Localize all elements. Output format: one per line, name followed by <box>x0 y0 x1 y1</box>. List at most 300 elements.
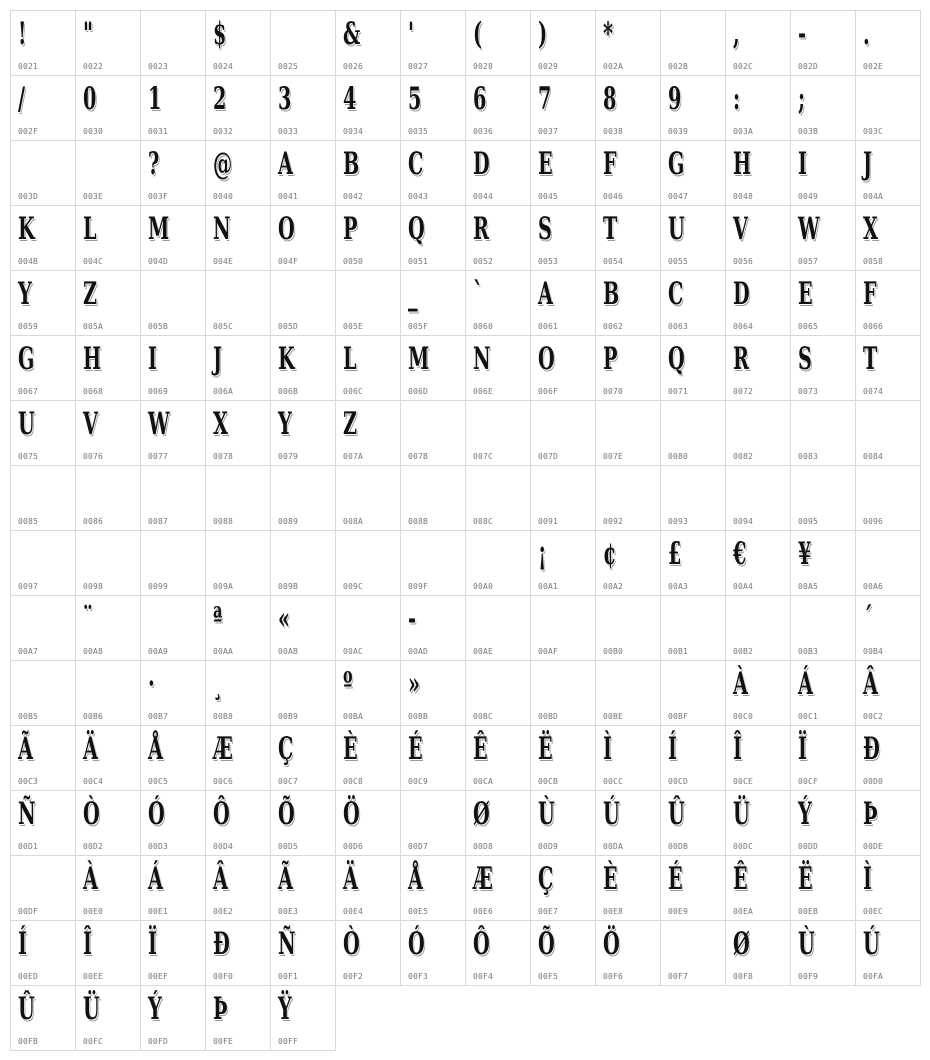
glyph-sample: 2 <box>213 81 227 117</box>
glyph-sample: Ð <box>213 926 230 962</box>
glyph-sample: ¢ <box>603 536 617 572</box>
glyph-code-label: 0035 <box>408 127 429 136</box>
glyph-code-label: 00B1 <box>668 647 689 656</box>
glyph-sample: @ <box>213 146 233 182</box>
glyph-cell <box>10 205 76 271</box>
glyph-code-label: 0042 <box>343 192 364 201</box>
glyph-cell <box>205 400 271 466</box>
glyph-sample: Ë <box>798 861 813 897</box>
glyph-cell <box>725 660 791 726</box>
glyph-cell <box>270 920 336 986</box>
glyph-cell <box>660 790 726 856</box>
glyph-code-label: 007C <box>473 452 494 461</box>
glyph-cell <box>595 465 661 531</box>
glyph-code-label: 00C9 <box>408 777 429 786</box>
glyph-cell <box>855 10 921 76</box>
glyph-code-label: 0098 <box>83 582 104 591</box>
glyph-cell <box>75 270 141 336</box>
glyph-code-label: 0084 <box>863 452 884 461</box>
glyph-cell <box>270 595 336 661</box>
glyph-sample: Ü <box>83 991 100 1027</box>
glyph-cell <box>270 10 336 76</box>
glyph-sample: N <box>473 341 491 377</box>
glyph-code-label: 004B <box>18 257 39 266</box>
glyph-code-label: 0037 <box>538 127 559 136</box>
glyph-code-label: 00B8 <box>213 712 234 721</box>
glyph-cell <box>140 985 206 1051</box>
glyph-code-label: 0067 <box>18 387 39 396</box>
glyph-cell <box>400 465 466 531</box>
glyph-cell <box>205 920 271 986</box>
glyph-cell <box>75 985 141 1051</box>
glyph-cell <box>75 790 141 856</box>
glyph-sample: ) <box>538 16 548 52</box>
glyph-code-label: 00FC <box>83 1037 104 1046</box>
glyph-code-label: 0022 <box>83 62 104 71</box>
glyph-cell <box>790 920 856 986</box>
glyph-code-label: 004D <box>148 257 169 266</box>
glyph-code-label: 00CE <box>733 777 754 786</box>
glyph-code-label: 0057 <box>798 257 819 266</box>
glyph-sample: Ö <box>603 926 620 962</box>
glyph-cell <box>790 400 856 466</box>
glyph-cell <box>400 855 466 921</box>
glyph-sample: F <box>603 146 617 182</box>
glyph-code-label: 0051 <box>408 257 429 266</box>
glyph-cell <box>205 335 271 401</box>
glyph-cell <box>10 75 76 141</box>
glyph-code-label: 0088 <box>213 517 234 526</box>
glyph-cell <box>530 660 596 726</box>
glyph-code-label: 00B9 <box>278 712 299 721</box>
glyph-sample: Ç <box>538 861 554 897</box>
glyph-sample: Õ <box>538 926 555 962</box>
glyph-cell <box>10 270 76 336</box>
glyph-cell <box>725 75 791 141</box>
glyph-code-label: 0048 <box>733 192 754 201</box>
glyph-cell <box>725 205 791 271</box>
glyph-cell <box>790 75 856 141</box>
glyph-code-label: 00E9 <box>668 907 689 916</box>
glyph-sample: Ò <box>343 926 360 962</box>
glyph-cell <box>10 140 76 206</box>
glyph-code-label: 0096 <box>863 517 884 526</box>
glyph-sample: I <box>798 146 807 182</box>
glyph-code-label: 0059 <box>18 322 39 331</box>
glyph-code-label: 00DF <box>18 907 39 916</box>
glyph-code-label: 002D <box>798 62 819 71</box>
glyph-code-label: 003B <box>798 127 819 136</box>
glyph-cell <box>400 790 466 856</box>
glyph-code-label: 006E <box>473 387 494 396</box>
glyph-code-label: 0027 <box>408 62 429 71</box>
glyph-cell <box>465 920 531 986</box>
glyph-cell <box>530 10 596 76</box>
glyph-cell <box>400 10 466 76</box>
glyph-cell <box>400 140 466 206</box>
glyph-sample: J <box>863 146 873 182</box>
glyph-cell <box>270 400 336 466</box>
glyph-sample: B <box>343 146 360 182</box>
glyph-code-label: 00FF <box>278 1037 299 1046</box>
glyph-sample: Ã <box>278 861 293 897</box>
glyph-cell <box>75 335 141 401</box>
glyph-cell <box>335 530 401 596</box>
glyph-code-label: 00C0 <box>733 712 754 721</box>
glyph-sample: U <box>668 211 685 247</box>
glyph-cell <box>140 400 206 466</box>
glyph-code-label: 0074 <box>863 387 884 396</box>
glyph-code-label: 0050 <box>343 257 364 266</box>
glyph-cell <box>335 400 401 466</box>
glyph-cell <box>660 465 726 531</box>
glyph-code-label: 00BE <box>603 712 624 721</box>
glyph-code-label: 009B <box>278 582 299 591</box>
glyph-code-label: 0069 <box>148 387 169 396</box>
glyph-sample: ; <box>798 81 806 117</box>
glyph-cell <box>855 205 921 271</box>
glyph-cell <box>530 465 596 531</box>
glyph-cell <box>530 790 596 856</box>
glyph-code-label: 00D1 <box>18 842 39 851</box>
glyph-code-label: 0046 <box>603 192 624 201</box>
glyph-cell <box>725 855 791 921</box>
glyph-cell <box>205 790 271 856</box>
glyph-code-label: 005D <box>278 322 299 331</box>
glyph-cell <box>855 725 921 791</box>
glyph-cell <box>725 270 791 336</box>
glyph-cell <box>205 270 271 336</box>
glyph-sample: Å <box>148 731 163 767</box>
glyph-cell <box>465 10 531 76</box>
glyph-code-label: 00A8 <box>83 647 104 656</box>
glyph-cell <box>75 205 141 271</box>
glyph-cell <box>595 400 661 466</box>
glyph-cell <box>10 335 76 401</box>
glyph-code-label: 00E2 <box>213 907 234 916</box>
glyph-code-label: 00D5 <box>278 842 299 851</box>
glyph-code-label: 0083 <box>798 452 819 461</box>
glyph-cell <box>140 530 206 596</box>
glyph-sample: L <box>83 211 97 247</box>
glyph-cell <box>465 335 531 401</box>
glyph-code-label: 00BA <box>343 712 364 721</box>
glyph-cell <box>400 400 466 466</box>
glyph-sample: Ó <box>148 796 165 832</box>
glyph-cell <box>595 335 661 401</box>
glyph-cell <box>465 725 531 791</box>
glyph-cell <box>660 140 726 206</box>
glyph-code-label: 0055 <box>668 257 689 266</box>
glyph-sample: X <box>863 211 878 247</box>
glyph-sample: : <box>733 81 741 117</box>
glyph-sample: R <box>473 211 489 247</box>
glyph-cell <box>75 400 141 466</box>
glyph-code-label: 002F <box>18 127 39 136</box>
glyph-code-label: 004E <box>213 257 234 266</box>
glyph-cell <box>725 920 791 986</box>
glyph-code-label: 00AD <box>408 647 429 656</box>
glyph-code-label: 0097 <box>18 582 39 591</box>
glyph-code-label: 00C2 <box>863 712 884 721</box>
glyph-code-label: 00A9 <box>148 647 169 656</box>
glyph-cell <box>855 530 921 596</box>
glyph-sample: S <box>538 211 552 247</box>
glyph-sample: Ñ <box>18 796 36 832</box>
glyph-code-label: 002C <box>733 62 754 71</box>
glyph-code-label: 0058 <box>863 257 884 266</box>
glyph-code-label: 007E <box>603 452 624 461</box>
glyph-sample: Ô <box>473 926 490 962</box>
glyph-code-label: 007B <box>408 452 429 461</box>
glyph-code-label: 0049 <box>798 192 819 201</box>
glyph-sample: K <box>18 211 35 247</box>
glyph-cell <box>465 75 531 141</box>
glyph-code-label: 00C3 <box>18 777 39 786</box>
glyph-cell <box>205 205 271 271</box>
glyph-sample: P <box>343 211 358 247</box>
glyph-sample: Ï <box>798 731 807 767</box>
glyph-code-label: 0068 <box>83 387 104 396</box>
glyph-code-label: 003F <box>148 192 169 201</box>
glyph-code-label: 00E5 <box>408 907 429 916</box>
glyph-code-label: 00E8 <box>603 907 624 916</box>
glyph-sample: Ý <box>148 991 162 1027</box>
glyph-cell <box>270 530 336 596</box>
glyph-cell <box>75 660 141 726</box>
glyph-cell <box>10 400 76 466</box>
glyph-sample: » <box>408 666 421 702</box>
glyph-code-label: 0041 <box>278 192 299 201</box>
glyph-sample: . <box>863 16 870 52</box>
glyph-sample: Ì <box>863 861 872 897</box>
glyph-cell <box>855 595 921 661</box>
glyph-cell <box>660 400 726 466</box>
glyph-sample: Æ <box>473 861 493 897</box>
glyph-code-label: 00F7 <box>668 972 689 981</box>
glyph-sample: Ð <box>863 731 880 767</box>
glyph-cell <box>400 530 466 596</box>
glyph-code-label: 00A6 <box>863 582 884 591</box>
glyph-code-label: 0038 <box>603 127 624 136</box>
glyph-code-label: 0063 <box>668 322 689 331</box>
glyph-sample: H <box>83 341 102 377</box>
glyph-cell <box>465 660 531 726</box>
glyph-cell <box>595 205 661 271</box>
glyph-code-label: 003E <box>83 192 104 201</box>
glyph-cell <box>855 790 921 856</box>
glyph-sample: Ì <box>603 731 612 767</box>
glyph-code-label: 009A <box>213 582 234 591</box>
glyph-cell <box>660 595 726 661</box>
glyph-cell <box>530 855 596 921</box>
glyph-code-label: 0092 <box>603 517 624 526</box>
glyph-cell <box>855 270 921 336</box>
glyph-sample: , <box>733 16 740 52</box>
glyph-cell <box>400 725 466 791</box>
glyph-cell <box>140 75 206 141</box>
glyph-code-label: 00B5 <box>18 712 39 721</box>
glyph-cell <box>400 205 466 271</box>
glyph-sample: Þ <box>863 796 878 832</box>
glyph-sample: A <box>538 276 553 312</box>
glyph-cell <box>790 335 856 401</box>
glyph-sample: 7 <box>538 81 552 117</box>
glyph-code-label: 00AF <box>538 647 559 656</box>
glyph-code-label: 00FB <box>18 1037 39 1046</box>
glyph-sample: H <box>733 146 752 182</box>
glyph-sample: Ô <box>213 796 230 832</box>
glyph-cell <box>595 790 661 856</box>
glyph-cell <box>725 530 791 596</box>
glyph-sample: ¡ <box>538 536 547 572</box>
glyph-sample: W <box>798 211 820 247</box>
glyph-cell <box>75 465 141 531</box>
glyph-code-label: 0072 <box>733 387 754 396</box>
glyph-code-label: 00CA <box>473 777 494 786</box>
glyph-cell <box>465 595 531 661</box>
glyph-code-label: 0052 <box>473 257 494 266</box>
glyph-code-label: 0029 <box>538 62 559 71</box>
glyph-sample: A <box>278 146 293 182</box>
glyph-code-label: 0033 <box>278 127 299 136</box>
glyph-sample: £ <box>668 536 682 572</box>
glyph-cell <box>335 595 401 661</box>
glyph-code-label: 00EB <box>798 907 819 916</box>
glyph-cell <box>790 660 856 726</box>
glyph-code-label: 0080 <box>668 452 689 461</box>
glyph-code-label: 00B2 <box>733 647 754 656</box>
glyph-cell <box>75 595 141 661</box>
glyph-cell <box>465 530 531 596</box>
glyph-cell <box>75 530 141 596</box>
glyph-sample: Þ <box>213 991 228 1027</box>
glyph-code-label: 00D0 <box>863 777 884 786</box>
glyph-code-label: 008C <box>473 517 494 526</box>
glyph-code-label: 0071 <box>668 387 689 396</box>
glyph-sample: È <box>603 861 618 897</box>
glyph-sample: º <box>343 666 353 702</box>
glyph-cell <box>725 335 791 401</box>
glyph-cell <box>790 465 856 531</box>
glyph-cell <box>205 985 271 1051</box>
glyph-cell <box>10 10 76 76</box>
glyph-sample: N <box>213 211 231 247</box>
glyph-code-label: 00B0 <box>603 647 624 656</box>
glyph-sample: Ø <box>473 796 490 832</box>
glyph-cell <box>270 790 336 856</box>
glyph-cell <box>660 660 726 726</box>
glyph-cell <box>855 140 921 206</box>
glyph-cell <box>595 595 661 661</box>
glyph-code-label: 0030 <box>83 127 104 136</box>
glyph-code-label: 00A7 <box>18 647 39 656</box>
glyph-sample: W <box>148 406 170 442</box>
glyph-cell <box>465 465 531 531</box>
glyph-sample: Î <box>733 731 742 767</box>
glyph-cell <box>660 10 726 76</box>
glyph-sample: Ú <box>603 796 620 832</box>
glyph-cell <box>335 725 401 791</box>
glyph-cell <box>465 140 531 206</box>
glyph-code-label: 003D <box>18 192 39 201</box>
glyph-code-label: 0085 <box>18 517 39 526</box>
glyph-sample: O <box>278 211 295 247</box>
glyph-sample: M <box>148 211 170 247</box>
glyph-sample: É <box>408 731 423 767</box>
glyph-sample: - <box>798 16 806 52</box>
glyph-sample: ¨ <box>83 601 93 637</box>
glyph-code-label: 005C <box>213 322 234 331</box>
glyph-code-label: 00BB <box>408 712 429 721</box>
glyph-sample: O <box>538 341 555 377</box>
glyph-code-label: 00C7 <box>278 777 299 786</box>
glyph-code-label: 00BD <box>538 712 559 721</box>
glyph-cell <box>725 140 791 206</box>
glyph-cell <box>10 595 76 661</box>
glyph-cell <box>335 10 401 76</box>
glyph-code-label: 0093 <box>668 517 689 526</box>
glyph-code-label: 0091 <box>538 517 559 526</box>
glyph-sample: Í <box>668 731 677 767</box>
glyph-sample: L <box>343 341 357 377</box>
glyph-code-label: 006C <box>343 387 364 396</box>
glyph-sample: Ý <box>798 796 812 832</box>
glyph-code-label: 00B6 <box>83 712 104 721</box>
glyph-cell <box>270 725 336 791</box>
glyph-code-label: 00D3 <box>148 842 169 851</box>
glyph-sample: É <box>668 861 683 897</box>
glyph-cell <box>335 140 401 206</box>
glyph-sample: Â <box>863 666 878 702</box>
glyph-code-label: 00B3 <box>798 647 819 656</box>
glyph-code-label: 0026 <box>343 62 364 71</box>
glyph-cell <box>335 790 401 856</box>
glyph-cell <box>75 725 141 791</box>
glyph-code-label: 00D9 <box>538 842 559 851</box>
glyph-code-label: 008B <box>408 517 429 526</box>
glyph-cell <box>140 725 206 791</box>
glyph-cell <box>335 920 401 986</box>
glyph-cell <box>140 140 206 206</box>
glyph-code-label: 00C4 <box>83 777 104 786</box>
glyph-cell <box>10 465 76 531</box>
glyph-code-label: 00A3 <box>668 582 689 591</box>
glyph-sample: 5 <box>408 81 422 117</box>
glyph-code-label: 0043 <box>408 192 429 201</box>
glyph-sample: « <box>278 601 291 637</box>
glyph-code-label: 004C <box>83 257 104 266</box>
glyph-code-label: 0079 <box>278 452 299 461</box>
glyph-sample: E <box>798 276 813 312</box>
glyph-code-label: 009C <box>343 582 364 591</box>
glyph-cell <box>205 660 271 726</box>
glyph-sample: G <box>18 341 35 377</box>
glyph-sample: / <box>18 81 26 117</box>
glyph-sample: 3 <box>278 81 292 117</box>
glyph-code-label: 008A <box>343 517 364 526</box>
glyph-cell <box>140 335 206 401</box>
glyph-sample: Ù <box>538 796 555 832</box>
glyph-cell <box>400 335 466 401</box>
glyph-cell <box>660 75 726 141</box>
glyph-code-label: 003A <box>733 127 754 136</box>
glyph-code-label: 004F <box>278 257 299 266</box>
glyph-cell <box>140 465 206 531</box>
glyph-sample: ` <box>473 276 483 312</box>
glyph-code-label: 00C5 <box>148 777 169 786</box>
glyph-sample: Ä <box>83 731 98 767</box>
